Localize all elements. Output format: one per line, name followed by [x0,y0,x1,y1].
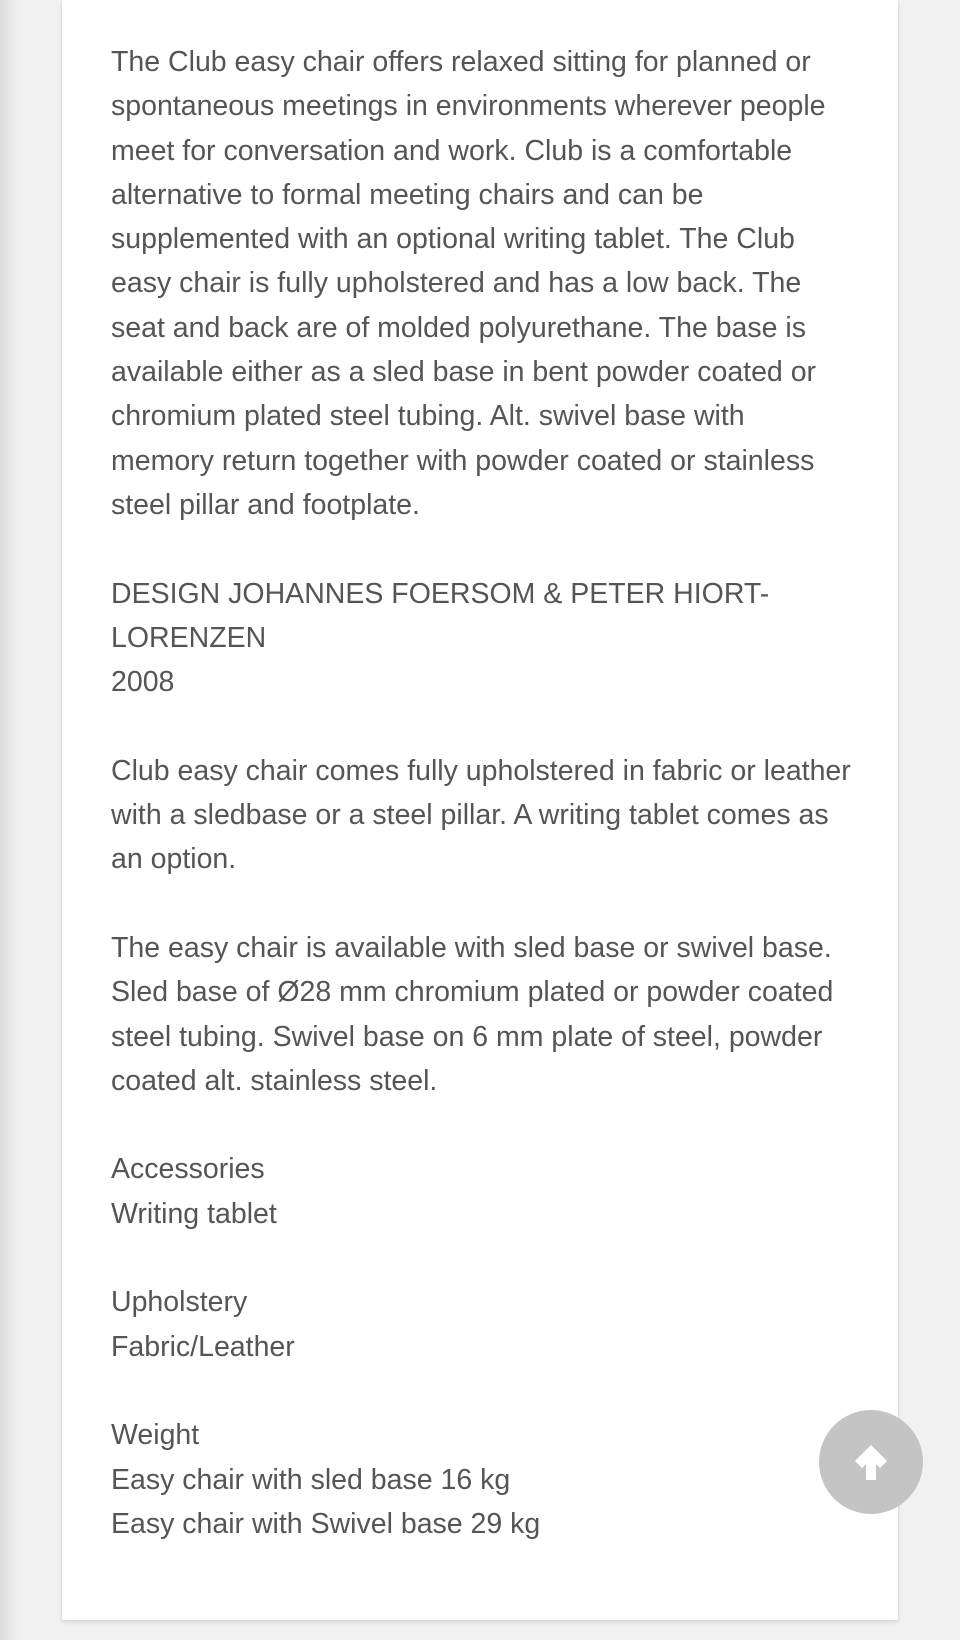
upholstery-spec [111,1280,851,1369]
weight-spec [111,1413,851,1546]
base-description: The easy chair is available with sled base or swivel base. Sled base of Ø28 mm chromium plated or powder coated steel tubing. Swivel base on 6 mm plate of steel, powder coated alt. stainless steel. [111,931,834,1097]
scroll-to-top-button[interactable] [819,1410,923,1514]
accessories-spec [111,1147,851,1236]
weight-label: Weight [111,1419,200,1452]
accessories-value: Writing tablet [111,1197,277,1230]
weight-swivel-value: Easy chair with Swivel base 29 kg [111,1507,541,1540]
accessories-label: Accessories [111,1153,265,1186]
arrow-up-icon [849,1440,893,1484]
upholstery-value: Fabric/Leather [111,1330,295,1363]
upholstery-label: Upholstery [111,1286,248,1319]
designer-block [111,572,851,705]
upholstery-description: Club easy chair comes fully upholstered in fabric or leather with a sledbase or a steel pillar. A writing tablet comes as an option. [111,754,851,876]
page-edge-shadow [0,0,18,1640]
weight-sled-value: Easy chair with sled base 16 kg [111,1463,511,1496]
designer-line: DESIGN JOHANNES FOERSOM & PETER HIORT-LORENZEN [111,577,770,654]
product-description: The Club easy chair offers relaxed sitting for planned or spontaneous meetings in environments wherever people meet for conversation and work. Club is a comfortable alternative to formal meeting chairs and can be supplemented with an optional writing tablet. The Club easy chair is fully upholstered and has a low back. The seat and back are of molded polyurethane. The base is available either as a sled base in bent powder coated or chromium plated steel tubing. Alt. swivel base with memory return together with powder coated or stainless steel pillar and footplate. [111,46,826,521]
product-info-card [62,0,898,1620]
product-info-content [111,40,851,1590]
design-year: 2008 [111,666,175,699]
